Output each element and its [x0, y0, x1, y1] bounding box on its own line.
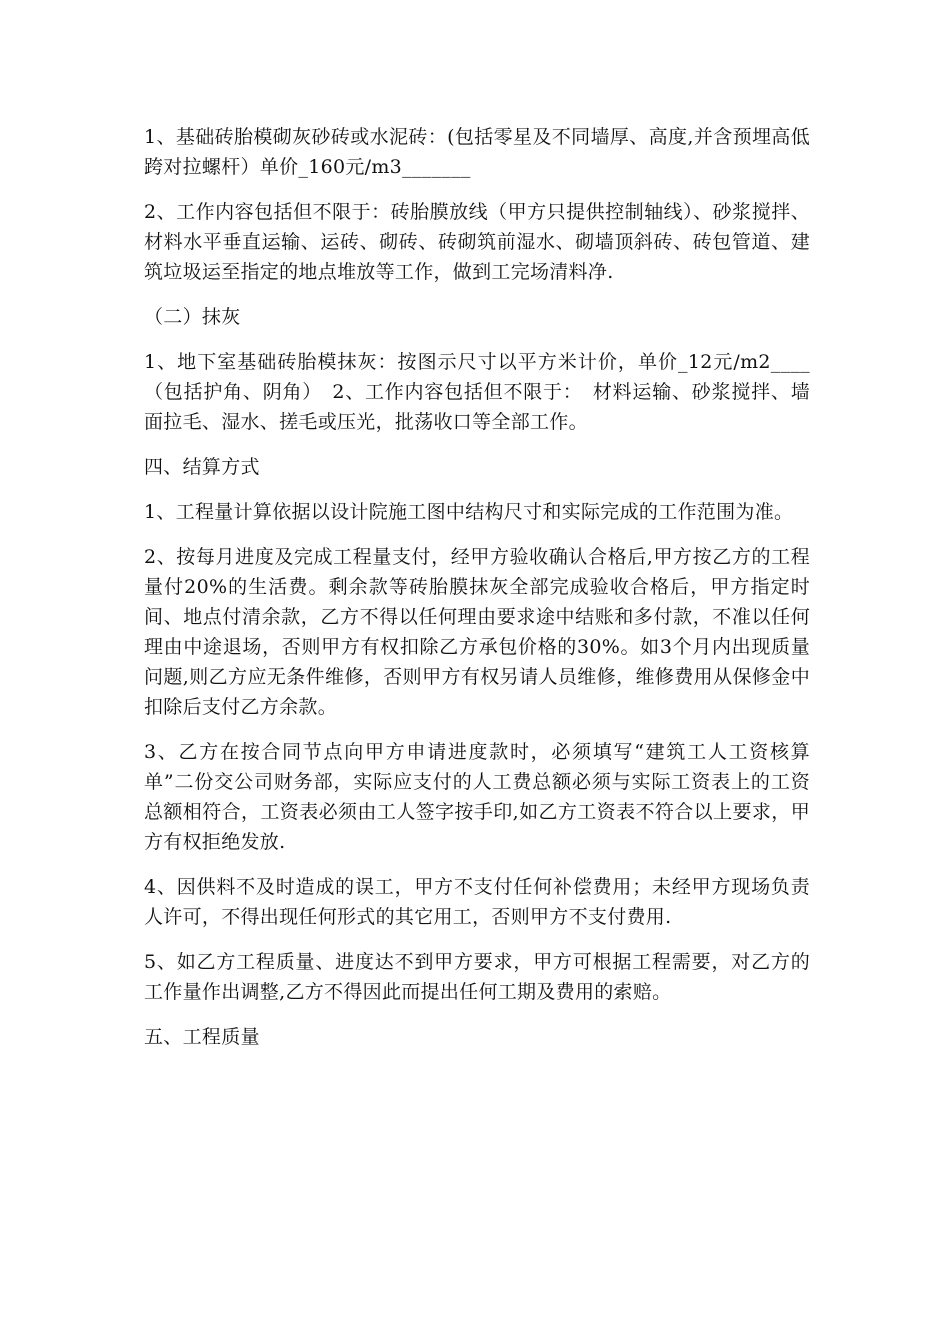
- paragraph-settlement-5: 5、如乙方工程质量、进度达不到甲方要求，甲方可根据工程需要，对乙方的工作量作出调整,乙方不得因此而提出任何工期及费用的索赔。: [144, 951, 810, 1003]
- paragraph-settlement-4: 4、因供料不及时造成的误工，甲方不支付任何补偿费用；未经甲方现场负责人许可，不得出现任何形式的其它用工，否则甲方不支付费用.: [144, 876, 810, 928]
- paragraph-masonry-scope: 2、工作内容包括但不限于：砖胎膜放线（甲方只提供控制轴线）、砂浆搅拌、材料水平垂直运输、运砖、砌砖、砖砌筑前湿水、砌墙顶斜砖、砖包管道、建筑垃圾运至指定的地点堆放等工作，做到工完场清料净.: [144, 201, 810, 283]
- paragraph-settlement-1: 1、工程量计算依据以设计院施工图中结构尺寸和实际完成的工作范围为准。: [144, 501, 794, 523]
- paragraph-settlement-2: 2、按每月进度及完成工程量支付，经甲方验收确认合格后,甲方按乙方的工程量付20%的生活费。剩余款等砖胎膜抹灰全部完成验收合格后，甲方指定时间、地点付清余款，乙方不得以任何理由要求途中结账和多付款，不准以任何理由中途退场，否则甲方有权扣除乙方承包价格的30%。如3个月内出现质量问题,则乙方应无条件维修，否则甲方有权另请人员维修，维修费用从保修金中扣除后支付乙方余款。: [144, 546, 810, 718]
- paragraph-masonry-price: 1、基础砖胎模砌灰砂砖或水泥砖：(包括零星及不同墙厚、高度,并含预埋高低跨对拉螺杆）单价_160元/m3_______: [144, 126, 810, 178]
- paragraph-plastering-price: 1、地下室基础砖胎模抹灰：按图示尺寸以平方米计价，单价_12元/m2____（包括护角、阴角） 2、工作内容包括但不限于： 材料运输、砂浆搅拌、墙面拉毛、湿水、搓毛或压光，批荡收口等全部工作。: [144, 351, 810, 433]
- section-heading-quality: 五、工程质量: [144, 1026, 260, 1048]
- document-body: [144, 122, 810, 1067]
- section-heading-plastering: （二）抹灰: [144, 306, 241, 328]
- paragraph-settlement-3: 3、乙方在按合同节点向甲方申请进度款时，必须填写“建筑工人工资核算单”二份交公司财务部，实际应支付的人工费总额必须与实际工资表上的工资总额相符合，工资表必须由工人签字按手印,如乙方工资表不符合以上要求，甲方有权拒绝发放.: [144, 741, 810, 853]
- section-heading-settlement: 四、结算方式: [144, 456, 260, 478]
